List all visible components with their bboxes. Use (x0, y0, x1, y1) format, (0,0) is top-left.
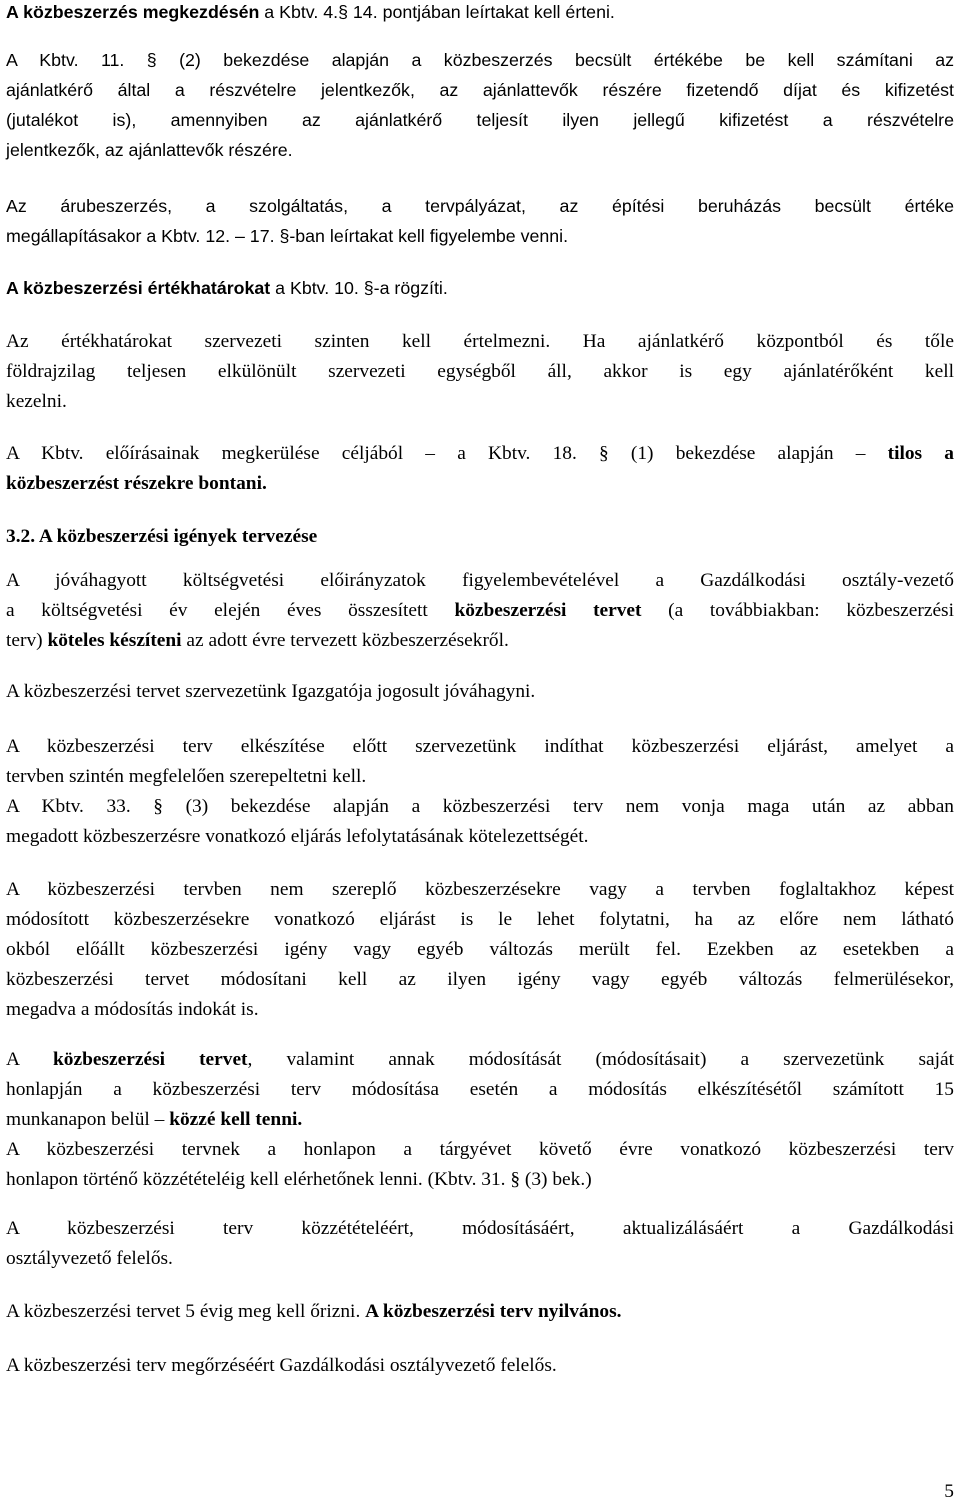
bold-term: közbeszerzési tervet (454, 600, 642, 621)
bold-term: közbeszerzési tervet (53, 1049, 248, 1070)
paragraph-organizational-level: Az értékhatárokat szervezeti szinten kell értelmezni. Ha ajánlatkérő központból és tőle földrajzilag teljesen elkülönült szervezeti egységből áll, akkor is egy ajánlatérőként kell kezelni. (6, 331, 954, 412)
paragraph-thresholds: A közbeszerzési értékhatárokat a Kbtv. 10. §-a rögzíti. (6, 278, 448, 298)
page-number: 5 (944, 1481, 954, 1502)
bold-term: A közbeszerzés megkezdésén (6, 2, 260, 22)
bold-term: A közbeszerzési értékhatárokat (6, 278, 271, 298)
bold-term: közbeszerzést részekre bontani. (6, 473, 267, 494)
paragraph-splitting-prohibited: A Kbtv. előírásainak megkerülése céljából – a Kbtv. 18. § (1) bekezdése alapján – tilos a közbeszerzést részekre bontani. (6, 439, 954, 499)
paragraph-plan-modification: A közbeszerzési tervben nem szereplő közbeszerzésekre vagy a tervben foglaltakhoz képest módosított közbeszerzésekre vonatkozó eljárást is le lehet folytatni, ha az előre nem látható okból előállt közbeszerzési igény vagy egyéb változás merült fel. Ezekben az esetekben a közbeszerzési tervet módosítani kell az ilyen igény vagy egyéb változás felmerülésekor, megadva a módosítás indokát is. (6, 879, 954, 1020)
paragraph-responsibility-publication: A közbeszerzési terv közzétételéért, módosításáért, aktualizálásáért a Gazdálkodási osztályvezető felelős. (6, 1218, 954, 1269)
bold-term: tilos a (887, 443, 954, 464)
paragraph-retention-responsibility: A közbeszerzési terv megőrzéséért Gazdálkodási osztályvezető felelős. (6, 1355, 557, 1376)
paragraph-plan-preparation: A jóváhagyott költségvetési előirányzatok figyelembevételével a Gazdálkodási osztály-vezető a költségvetési év elején éves összesített közbeszerzési tervet (a továbbiakban: közbeszerzési terv) köteles készíteni az adott évre tervezett közbeszerzésekről. (6, 570, 954, 651)
paragraph-procedure-before-plan: A közbeszerzési terv elkészítése előtt szervezetünk indíthat közbeszerzési eljárást, amelyet a tervben szintén megfelelően szerepeltetni kell. A Kbtv. 33. § (3) bekezdése alapján a közbeszerzési terv nem vonja maga után az abban megadott közbeszerzésre vonatkozó eljárás lefolytatásának kötelezettségét. (6, 736, 954, 847)
paragraph-plan-publication: A közbeszerzési tervet, valamint annak módosítását (módosításait) a szervezetünk saját honlapján a közbeszerzési terv módosítása esetén a módosítás elkészítésétől számított 15 munkanapon belül – közzé kell tenni. A közbeszerzési tervnek a honlapon a tárgyévet követő évre vonatkozó közbeszerzési terv honlapon történő közzétételéig kell elérhetőnek lenni. (Kbtv. 31. § (3) bek.) (6, 1049, 954, 1190)
section-heading: 3.2. A közbeszerzési igények tervezése (6, 526, 318, 547)
paragraph-value-determination: Az árubeszerzés, a szolgáltatás, a tervpályázat, az építési beruházás becsült értéke megállapításakor a Kbtv. 12. – 17. §-ban leírtakat kell figyelembe venni. (6, 196, 954, 246)
paragraph-plan-approval: A közbeszerzési tervet szervezetünk Igazgatója jogosult jóváhagyni. (6, 681, 536, 702)
bold-term: közzé kell tenni. (169, 1109, 303, 1130)
bold-term: A közbeszerzési terv nyilvános. (365, 1301, 622, 1322)
paragraph-estimated-value: A Kbtv. 11. § (2) bekezdése alapján a közbeszerzés becsült értékébe be kell számítani az ajánlatkérő által a részvételre jelentkezők, az ajánlattevők részére fizetendő díjat és kifizetést (jutalékot is), amennyiben az ajánlatkérő teljesít ilyen jellegű kifizetést a részvételre jelentkezők, az ajánlattevők részére. (6, 50, 954, 160)
paragraph-retention: A közbeszerzési tervet 5 évig meg kell őrizni. A közbeszerzési terv nyilvános. (6, 1301, 622, 1322)
bold-term: köteles készíteni (47, 630, 182, 651)
paragraph-procurement-start: A közbeszerzés megkezdésén a Kbtv. 4.§ 14. pontjában leírtakat kell érteni. (6, 2, 615, 22)
